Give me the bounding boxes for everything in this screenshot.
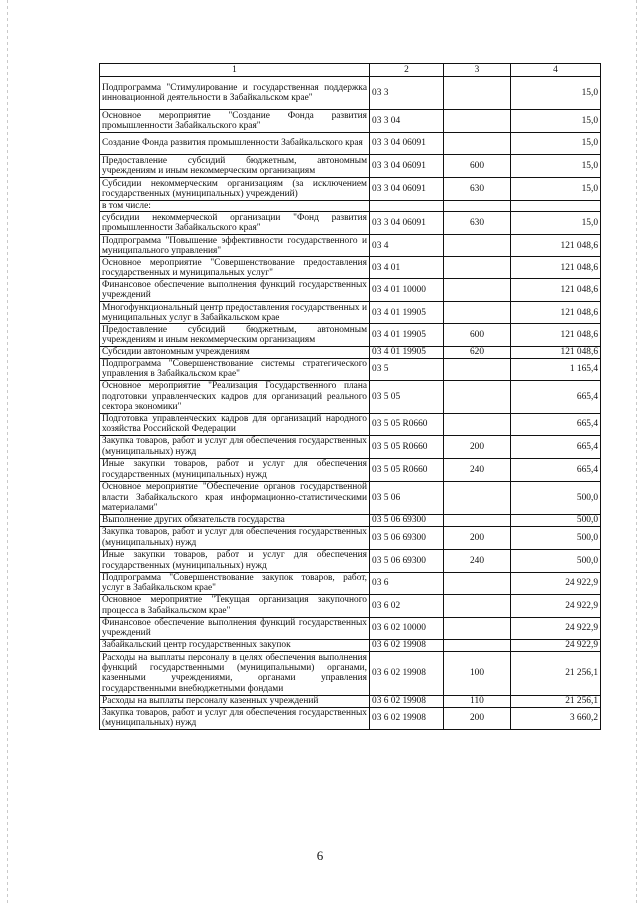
cell-type: 100 xyxy=(444,651,511,695)
cell-code: 03 3 04 xyxy=(370,110,444,133)
cell-code: 03 3 xyxy=(370,77,444,110)
cell-type xyxy=(444,617,511,639)
table-row xyxy=(100,110,601,133)
cell-type xyxy=(444,133,511,155)
cell-amount: 665,4 xyxy=(511,413,601,435)
cell-amount: 15,0 xyxy=(511,110,601,133)
cell-name: Закупка товаров, работ и услуг для обеспечения государственных (муниципальных) нужд xyxy=(100,707,370,729)
cell-amount: 15,0 xyxy=(511,133,601,155)
cell-amount: 15,0 xyxy=(511,212,601,235)
table-body xyxy=(100,77,601,730)
column-header-code: 2 xyxy=(370,64,444,77)
table-header-row xyxy=(100,64,601,77)
table-row xyxy=(100,651,601,695)
cell-code: 03 5 05 R0660 xyxy=(370,458,444,481)
table-row xyxy=(100,413,601,435)
cell-name: Подпрограмма "Совершенствование системы стратегического управления в Забайкальском крае" xyxy=(100,358,370,380)
cell-amount: 500,0 xyxy=(511,526,601,549)
cell-amount: 665,4 xyxy=(511,380,601,413)
cell-name: Основное мероприятие "Создание Фонда развития промышленности Забайкальского края" xyxy=(100,110,370,133)
cell-amount: 3 660,2 xyxy=(511,707,601,729)
cell-code: 03 4 01 19905 xyxy=(370,302,444,324)
cell-code: 03 3 04 06091 xyxy=(370,178,444,201)
cell-code: 03 3 04 06091 xyxy=(370,155,444,178)
cell-amount: 15,0 xyxy=(511,155,601,178)
column-header-amount: 4 xyxy=(511,64,601,77)
table-row xyxy=(100,435,601,458)
cell-amount: 121 048,6 xyxy=(511,347,601,358)
cell-name: Иные закупки товаров, работ и услуг для обеспечения государственных (муниципальных) нужд xyxy=(100,549,370,572)
cell-amount: 24 922,9 xyxy=(511,572,601,594)
cell-code: 03 6 02 19908 xyxy=(370,707,444,729)
cell-name: Закупка товаров, работ и услуг для обеспечения государственных (муниципальных) нужд xyxy=(100,526,370,549)
cell-name: Предоставление субсидий бюджетным, автономным учреждениям и иным некоммерческим организациям xyxy=(100,155,370,178)
cell-name: Подпрограмма "Совершенствование закупок товаров, работ, услуг в Забайкальском крае" xyxy=(100,572,370,594)
cell-amount: 1 165,4 xyxy=(511,358,601,380)
cell-name: Основное мероприятие "Текущая организация закупочного процесса в Забайкальском крае" xyxy=(100,594,370,617)
cell-type: 630 xyxy=(444,178,511,201)
cell-type: 200 xyxy=(444,435,511,458)
cell-amount: 21 256,1 xyxy=(511,651,601,695)
cell-type xyxy=(444,413,511,435)
cell-name: Финансовое обеспечение выполнения функций государственных учреждений xyxy=(100,617,370,639)
cell-amount: 500,0 xyxy=(511,549,601,572)
cell-name: Создание Фонда развития промышленности Забайкальского края xyxy=(100,133,370,155)
cell-type: 620 xyxy=(444,347,511,358)
table-row xyxy=(100,324,601,347)
page-edge-right xyxy=(636,0,637,905)
table-row xyxy=(100,617,601,639)
cell-code: 03 6 02 xyxy=(370,594,444,617)
cell-code: 03 5 05 R0660 xyxy=(370,413,444,435)
cell-name: Подпрограмма "Повышение эффективности государственного и муниципального управления" xyxy=(100,235,370,257)
cell-code: 03 4 01 10000 xyxy=(370,279,444,302)
cell-name: Основное мероприятие "Совершенствование предоставления государственных и муниципальных услуг" xyxy=(100,257,370,279)
cell-code: 03 6 xyxy=(370,572,444,594)
cell-code: 03 4 01 19905 xyxy=(370,324,444,347)
cell-name: Основное мероприятие "Реализация Государственного плана подготовки управленческих кадров для организаций реального сектора экономики" xyxy=(100,380,370,413)
table-row xyxy=(100,257,601,279)
table-row xyxy=(100,514,601,526)
budget-table xyxy=(99,63,601,730)
cell-amount: 24 922,9 xyxy=(511,617,601,639)
cell-type xyxy=(444,201,511,212)
cell-type xyxy=(444,110,511,133)
table-row xyxy=(100,77,601,110)
cell-code: 03 5 06 69300 xyxy=(370,514,444,526)
table-row xyxy=(100,133,601,155)
cell-type xyxy=(444,77,511,110)
cell-amount: 121 048,6 xyxy=(511,279,601,302)
cell-amount: 121 048,6 xyxy=(511,235,601,257)
cell-amount: 500,0 xyxy=(511,514,601,526)
table-row xyxy=(100,178,601,201)
cell-code: 03 6 02 19908 xyxy=(370,651,444,695)
table-row xyxy=(100,572,601,594)
cell-type xyxy=(444,380,511,413)
cell-type: 600 xyxy=(444,324,511,347)
cell-type: 630 xyxy=(444,212,511,235)
cell-code: 03 5 06 69300 xyxy=(370,526,444,549)
table-row xyxy=(100,380,601,413)
cell-amount: 500,0 xyxy=(511,481,601,514)
cell-code: 03 5 06 69300 xyxy=(370,549,444,572)
table-row xyxy=(100,549,601,572)
cell-name: Субсидии некоммерческим организациям (за исключением государственных (муниципальных) учреждений) xyxy=(100,178,370,201)
cell-name: Субсидии автономным учреждениям xyxy=(100,347,370,358)
cell-name: Иные закупки товаров, работ и услуг для обеспечения государственных (муниципальных) нужд xyxy=(100,458,370,481)
cell-type xyxy=(444,594,511,617)
cell-code: 03 5 05 R0660 xyxy=(370,435,444,458)
cell-name: Подготовка управленческих кадров для организаций народного хозяйства Российской Федерации xyxy=(100,413,370,435)
cell-code: 03 6 02 10000 xyxy=(370,617,444,639)
cell-code: 03 3 04 06091 xyxy=(370,133,444,155)
cell-name: Закупка товаров, работ и услуг для обеспечения государственных (муниципальных) нужд xyxy=(100,435,370,458)
cell-code: 03 6 02 19908 xyxy=(370,639,444,651)
table-row xyxy=(100,458,601,481)
cell-type xyxy=(444,257,511,279)
cell-name: Основное мероприятие "Обеспечение органов государственной власти Забайкальского края информационно-статистическими материалами" xyxy=(100,481,370,514)
table-row xyxy=(100,707,601,729)
cell-name: Подпрограмма "Стимулирование и государственная поддержка инновационной деятельности в Забайкальском крае" xyxy=(100,77,370,110)
cell-name: в том числе: xyxy=(100,201,370,212)
cell-amount: 121 048,6 xyxy=(511,257,601,279)
cell-type xyxy=(444,514,511,526)
cell-amount: 24 922,9 xyxy=(511,594,601,617)
table-row xyxy=(100,201,601,212)
table-row xyxy=(100,481,601,514)
table-row xyxy=(100,235,601,257)
cell-code: 03 4 01 xyxy=(370,257,444,279)
cell-type xyxy=(444,235,511,257)
column-header-name: 1 xyxy=(100,64,370,77)
page-edge-left xyxy=(7,0,8,905)
cell-type xyxy=(444,481,511,514)
cell-type: 600 xyxy=(444,155,511,178)
table-row xyxy=(100,302,601,324)
column-header-type: 3 xyxy=(444,64,511,77)
cell-code: 03 3 04 06091 xyxy=(370,212,444,235)
table-row xyxy=(100,279,601,302)
cell-amount: 24 922,9 xyxy=(511,639,601,651)
cell-code: 03 5 05 xyxy=(370,380,444,413)
cell-type: 240 xyxy=(444,458,511,481)
cell-type: 200 xyxy=(444,526,511,549)
table-row xyxy=(100,155,601,178)
cell-name: Многофункциональный центр предоставления государственных и муниципальных услуг в Забайкальском крае xyxy=(100,302,370,324)
cell-name: субсидии некоммерческой организации "Фонд развития промышленности Забайкальского края" xyxy=(100,212,370,235)
cell-amount: 665,4 xyxy=(511,458,601,481)
cell-code: 03 5 xyxy=(370,358,444,380)
table-row xyxy=(100,212,601,235)
cell-type xyxy=(444,572,511,594)
cell-type: 240 xyxy=(444,549,511,572)
table-row xyxy=(100,358,601,380)
cell-code: 03 4 xyxy=(370,235,444,257)
cell-code: 03 5 06 xyxy=(370,481,444,514)
table-row xyxy=(100,594,601,617)
cell-code: 03 6 02 19908 xyxy=(370,695,444,707)
cell-amount: 15,0 xyxy=(511,77,601,110)
cell-name: Предоставление субсидий бюджетным, автономным учреждениям и иным некоммерческим организациям xyxy=(100,324,370,347)
table-row xyxy=(100,639,601,651)
cell-type: 200 xyxy=(444,707,511,729)
cell-name: Финансовое обеспечение выполнения функций государственных учреждений xyxy=(100,279,370,302)
cell-name: Выполнение других обязательств государства xyxy=(100,514,370,526)
table-row xyxy=(100,526,601,549)
cell-type xyxy=(444,279,511,302)
table-row xyxy=(100,695,601,707)
cell-type: 110 xyxy=(444,695,511,707)
cell-name: Расходы на выплаты персоналу казенных учреждений xyxy=(100,695,370,707)
cell-code: 03 4 01 19905 xyxy=(370,347,444,358)
cell-amount: 21 256,1 xyxy=(511,695,601,707)
cell-amount xyxy=(511,201,601,212)
cell-type xyxy=(444,639,511,651)
cell-amount: 15,0 xyxy=(511,178,601,201)
page-number: 6 xyxy=(316,848,324,863)
table-row xyxy=(100,347,601,358)
cell-amount: 121 048,6 xyxy=(511,324,601,347)
cell-name: Забайкальский центр государственных закупок xyxy=(100,639,370,651)
cell-amount: 121 048,6 xyxy=(511,302,601,324)
cell-type xyxy=(444,302,511,324)
cell-amount: 665,4 xyxy=(511,435,601,458)
cell-code xyxy=(370,201,444,212)
cell-name: Расходы на выплаты персоналу в целях обеспечения выполнения функций государственными (муниципальными) органами, казенными учреждениями, органами управления государственными внебюджетными фондами xyxy=(100,651,370,695)
cell-type xyxy=(444,358,511,380)
